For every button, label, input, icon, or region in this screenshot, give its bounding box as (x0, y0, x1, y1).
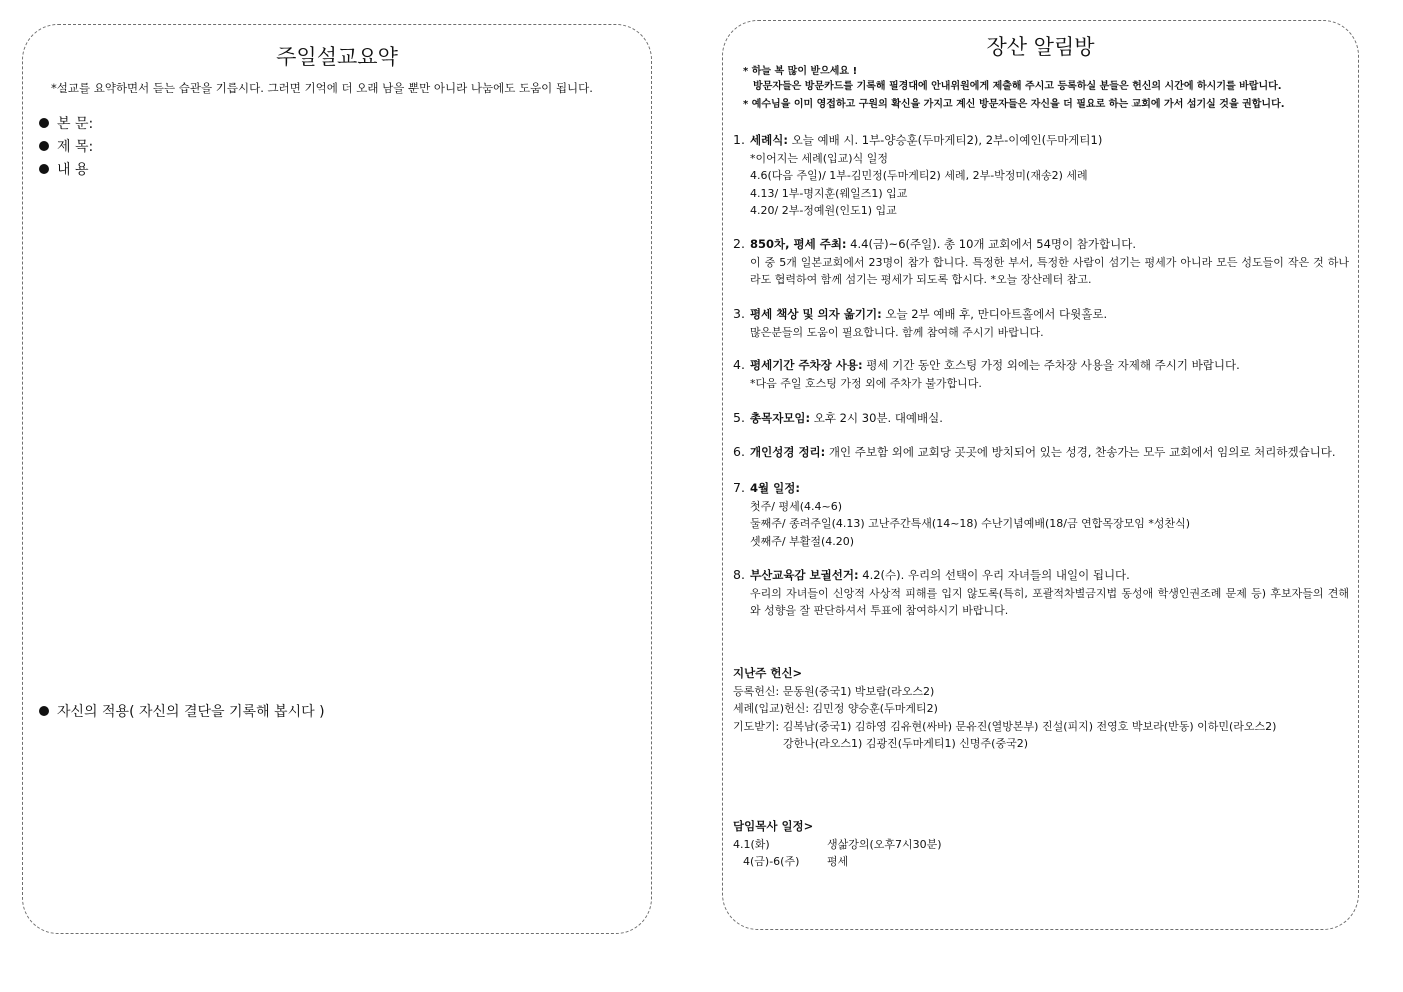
offering-title: 지난주 헌신> (733, 666, 803, 680)
field-application: 자신의 적용( 자신의 결단을 기록해 봅시다 ) (39, 701, 325, 721)
notice-visitor-card: 방문자들은 방문카드를 기록해 필경대에 안내위원에게 제출해 주시고 등록하실 분들은 헌신의 시간에 하시기를 바랍니다. (753, 81, 1282, 92)
announcement-3: 3. 평세 책상 및 의자 옮기기: 오늘 2부 예배 후, 만디아트홀에서 다윗홀로. 많은분들의 도움이 필요합니다. 함께 참여해 주시기 바랍니다. (733, 306, 1108, 339)
field-scripture: 본 문: (39, 113, 93, 133)
announcement-4: 4. 평세기간 주차장 사용: 평세 기간 동안 호스팅 가정 외에는 주차장 사용을 자제해 주시기 바랍니다. *다음 주일 호스팅 가정 외에 주차가 불가합니다. (733, 357, 1240, 390)
offering-section: 지난주 헌신> 등록헌신: 문동원(중국1) 박보람(라오스2) 세례(입교)헌신: 김민정 양승훈(두마게티2) 기도받기: 김복남(중국1) 김하영 김유현(싸바) 문유진(열방본부) 진설(피지) 전영호 박보라(반동) 이하민(라오스2) 강한나(라오스1) 김광진(두마게티1) 신명주(중국2) (733, 666, 1277, 750)
pastor-schedule (733, 818, 942, 871)
sermon-summary-subtitle: *설교를 요약하면서 듣는 습관을 기릅시다. 그러면 기억에 더 오래 남을 뿐만 아니라 나눔에도 도움이 됩니다. (51, 81, 593, 95)
sermon-summary-title: 주일설교요약 (276, 45, 398, 69)
pastor-schedule-title: 담임목사 일정> (733, 819, 814, 833)
field-sermon-title: 제 목: (39, 136, 93, 156)
bullet-icon (39, 164, 49, 174)
sermon-summary-panel (22, 24, 652, 934)
notice-visitor-serve: * 예수님을 이미 영접하고 구원의 확신을 가지고 계신 방문자들은 자신을 더 필요로 하는 교회에 가서 섬기실 것을 권합니다. (743, 99, 1285, 110)
announcement-1: 1. 세례식: 오늘 예배 시. 1부-양승훈(두마게티2), 2부-이예인(두마게티1) *이어지는 세례(입교)식 일정 4.6(다음 주일)/ 1부-김민정(두마게티2) 세례, 2부-박정미(재송2) 세례 4.13/ 1부-명지훈(웨일즈1) 입교 4.20/ 2부-정예원(인도1) 입교 (733, 132, 1103, 217)
bullet-icon (39, 141, 49, 151)
announcement-5: 5. 총목자모임: 오후 2시 30분. 대예배실. (733, 410, 943, 425)
announcement-6: 6. 개인성경 정리: 개인 주보함 외에 교회당 곳곳에 방치되어 있는 성경, 찬송가는 모두 교회에서 임의로 처리하겠습니다. (733, 444, 1336, 459)
schedule-row: 4(금)-6(주) 평세 (743, 855, 849, 868)
notice-board-title: 장산 알림방 (986, 35, 1095, 59)
notice-greeting: * 하늘 복 많이 받으세요 ! (743, 66, 858, 77)
bullet-icon (39, 706, 49, 716)
church-notice-panel (722, 20, 1359, 930)
announcement-2: 2. 850차, 평세 주최: 4.4(금)~6(주일). 총 10개 교회에서 54명이 참가합니다. 이 중 5개 일본교회에서 23명이 참가 합니다. 특정한 부서, 특정한 사람이 섬기는 평세가 아니라 모든 성도들이 작은 것 하나라도 협력하여 함께 섬기는 평세가 되도록 합시다. *오늘 장산레터 참고. (733, 236, 1349, 286)
bullet-icon (39, 118, 49, 128)
field-content: 내 용 (39, 159, 89, 179)
announcement-8: 8. 부산교육감 보궐선거: 4.2(수). 우리의 선택이 우리 자녀들의 내일이 됩니다. 우리의 자녀들이 신앙적 사상적 피해를 입지 않도록(특히, 포괄적차별금지법 동성애 학생인권조례 문제 등) 후보자들의 견해와 성향을 잘 판단하셔서 투표에 참여하시기 바랍니다. (733, 567, 1349, 617)
announcement-7: 7. 4월 일정: 첫주/ 평세(4.4~6) 둘째주/ 종려주일(4.13) 고난주간특새(14~18) 수난기념예배(18/금 연합목장모임 *성찬식) 셋째주/ 부활절(4.20) (733, 480, 1190, 548)
schedule-row: 4.1(화) 생삶강의(오후7시30분) (733, 837, 942, 851)
